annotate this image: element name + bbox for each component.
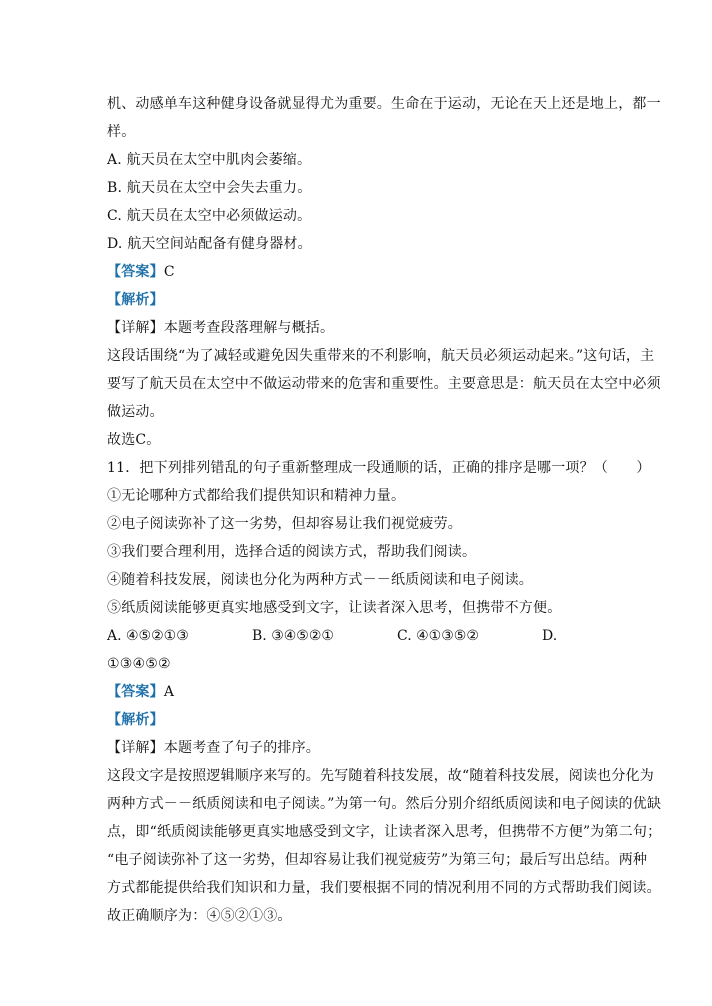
document-page [107, 90, 662, 930]
q11-sentence: ③我们要合理利用，选择合适的阅读方式，帮助我们阅读。 [107, 544, 477, 560]
answer-label: 【答案】 [107, 684, 164, 700]
q11-sentence: ②电子阅读弥补了这一劣势，但却容易让我们视觉疲劳。 [107, 516, 462, 532]
q10-explanation-line: 要写了航天员在太空中不做运动带来的危害和重要性。主要意思是：航天员在太空中必须 [107, 376, 661, 392]
q10-option-c: C. 航天员在太空中必须做运动。 [107, 208, 312, 224]
q10-explanation-line: 这段话围绕“为了减轻或避免因失重带来的不利影响，航天员必须运动起来。”这句话，主 [107, 348, 655, 364]
q11-analysis [107, 706, 605, 734]
q11-option-d-value: ①③④⑤② [107, 656, 171, 672]
q11-sentence: ⑤纸质阅读能够更真实地感受到文字，让读者深入思考，但携带不方便。 [107, 600, 562, 616]
q11-sentence: ④随着科技发展，阅读也分化为两种方式－－纸质阅读和电子阅读。 [107, 572, 533, 588]
q10-explanation-line: 做运动。 [107, 404, 164, 420]
q11-explanation-line: “电子阅读弥补了这一劣势，但却容易让我们视觉疲劳”为第三句；最后写出总结。两种 [107, 852, 648, 868]
q11-conclusion: 故正确顺序为：④⑤②①③。 [107, 908, 292, 924]
analysis-label: 【解析】 [107, 292, 164, 308]
q11-options [107, 622, 605, 650]
q11-option-b: B. ③④⑤②① [252, 628, 334, 644]
q11-explanation-line: 这段文字是按照逻辑顺序来写的。先写随着科技发展，故“随着科技发展，阅读也分化为 [107, 768, 654, 784]
analysis-label: 【解析】 [107, 712, 164, 728]
passage-line: 机、动感单车这种健身设备就显得尤为重要。生命在于运动，无论在天上还是地上，都一 [107, 96, 661, 112]
q11-option-a: A. ④⑤②①③ [107, 628, 189, 644]
passage-line: 样。 [107, 124, 136, 140]
q10-detail [107, 314, 605, 342]
q11-answer [107, 678, 605, 706]
q10-option-b: B. 航天员在太空中会失去重力。 [107, 180, 312, 196]
q11-detail [107, 734, 605, 762]
q11-option-d: D. [542, 628, 558, 644]
q10-option-d: D. 航天空间站配备有健身器材。 [107, 236, 312, 252]
answer-label: 【答案】 [107, 264, 164, 280]
detail-text: 本题考查了句子的排序。 [163, 740, 321, 756]
q10-analysis [107, 286, 605, 314]
q10-conclusion: 故选C。 [107, 432, 161, 448]
q11-explanation-line: 两种方式－－纸质阅读和电子阅读。”为第一句。然后分别介绍纸质阅读和电子阅读的优缺 [107, 796, 662, 812]
q10-answer [107, 258, 605, 286]
q11-explanation-line: 方式都能提供给我们知识和力量，我们要根据不同的情况利用不同的方式帮助我们阅读。 [107, 880, 661, 896]
answer-value: A [163, 684, 175, 700]
answer-value: C [163, 264, 175, 280]
q11-sentence: ①无论哪种方式都给我们提供知识和精神力量。 [107, 488, 406, 504]
detail-text: 本题考查段落理解与概括。 [163, 320, 335, 336]
detail-label: 【详解】 [107, 740, 164, 756]
q11-explanation-line: 点，即“纸质阅读能够更真实地感受到文字，让读者深入思考，但携带不方便”为第二句； [107, 824, 662, 840]
q11-stem: 11．把下列排列错乱的句子重新整理成一段通顺的话，正确的排序是哪一项？（ ） [107, 460, 651, 476]
q10-option-a: A. 航天员在太空中肌肉会萎缩。 [107, 152, 312, 168]
detail-label: 【详解】 [107, 320, 164, 336]
q11-option-c: C. ④①③⑤② [397, 628, 479, 644]
